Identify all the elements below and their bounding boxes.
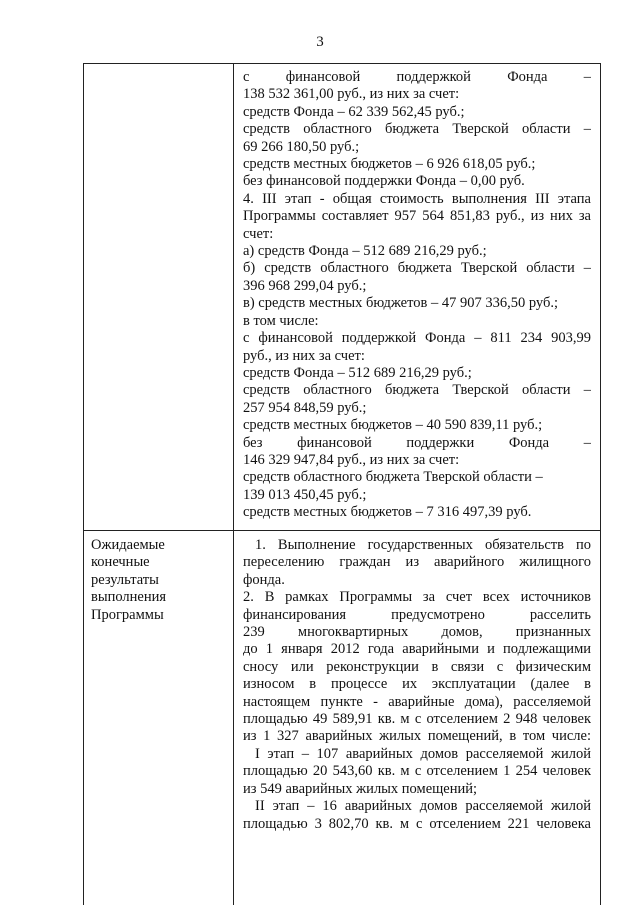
text-line: 4. III этап - общая стоимость выполнения III этапа <box>243 190 591 207</box>
text-line: средств областного бюджета Тверской области – <box>243 382 591 399</box>
text-line: переселению граждан из аварийного жилищного <box>243 554 591 571</box>
text-line: в том числе: <box>243 312 319 329</box>
table-border-right <box>600 63 601 905</box>
text-line: в) средств местных бюджетов – 47 907 336,50 руб.; <box>243 295 558 312</box>
text-line: средств Фонда – 62 339 562,45 руб.; <box>243 103 465 120</box>
text-line: 146 329 947,84 руб., из них за счет: <box>243 451 460 468</box>
text-line: 239 многоквартирных домов, признанных <box>243 624 591 641</box>
text-line: Программы составляет 957 564 851,83 руб., из них за <box>243 208 591 225</box>
table-row-divider <box>83 530 601 531</box>
label-line: выполнения <box>91 589 167 606</box>
text-line: счет: <box>243 225 274 242</box>
text-line: из 549 аварийных жилых помещений; <box>243 780 478 797</box>
text-line: руб., из них за счет: <box>243 347 365 364</box>
text-line: площадью 20 543,60 кв. м с отселением 1 254 человек <box>243 763 591 780</box>
text-line: средств местных бюджетов – 7 316 497,39 руб. <box>243 504 532 521</box>
text-line: средств местных бюджетов – 40 590 839,11 руб.; <box>243 417 543 434</box>
text-line: б) средств областного бюджета Тверской области – <box>243 260 591 277</box>
label-line: результаты <box>91 571 159 588</box>
text-line: износом в процессе их эксплуатации (далее в <box>243 676 591 693</box>
text-line: 257 954 848,59 руб.; <box>243 399 367 416</box>
text-line: настоящем пункте - аварийные дома), расселяемой <box>243 693 591 710</box>
expected-results-label-cell <box>91 537 227 624</box>
text-line: средств областного бюджета Тверской области – <box>243 121 591 138</box>
text-line: 2. В рамках Программы за счет всех источников <box>243 589 591 606</box>
financing-text-cell <box>243 69 591 522</box>
text-line: средств областного бюджета Тверской области – <box>243 469 543 486</box>
table-border-left <box>83 63 84 905</box>
text-line: 138 532 361,00 руб., из них за счет: <box>243 86 460 103</box>
text-line: площадью 3 802,70 кв. м с отселением 221 человека <box>243 815 591 832</box>
text-line: без финансовой поддержки Фонда – <box>243 434 591 451</box>
text-line: финансирования предусмотрено расселить <box>243 606 591 623</box>
text-line: I этап – 107 аварийных домов расселяемой жилой <box>255 745 591 762</box>
text-line: с финансовой поддержкой Фонда – 811 234 903,99 <box>243 330 591 347</box>
text-line: до 1 января 2012 года аварийными и подлежащими <box>243 641 591 658</box>
text-line: сносу или реконструкции в связи с физическим <box>243 658 591 675</box>
label-line: Ожидаемые <box>91 537 165 553</box>
text-line: фонда. <box>243 571 285 588</box>
text-line: с финансовой поддержкой Фонда – <box>243 69 591 85</box>
text-line: площадью 49 589,91 кв. м с отселением 2 948 человек <box>243 711 591 728</box>
program-table <box>83 63 601 905</box>
text-line: а) средств Фонда – 512 689 216,29 руб.; <box>243 243 487 260</box>
text-line: средств Фонда – 512 689 216,29 руб.; <box>243 364 472 381</box>
page-number: 3 <box>316 34 324 50</box>
text-line: средств местных бюджетов – 6 926 618,05 руб.; <box>243 156 536 173</box>
text-line: 1. Выполнение государственных обязательств по <box>255 537 591 553</box>
label-line: конечные <box>91 554 150 571</box>
text-line: без финансовой поддержки Фонда – 0,00 руб. <box>243 173 525 190</box>
expected-results-text-cell <box>243 537 591 833</box>
table-border-top <box>83 63 601 64</box>
text-line: 69 266 180,50 руб.; <box>243 138 360 155</box>
text-line: из 1 327 аварийных жилых помещений, в том числе: <box>243 728 591 745</box>
text-line: II этап – 16 аварийных домов расселяемой жилой <box>255 798 591 815</box>
text-line: 396 968 299,04 руб.; <box>243 277 367 294</box>
text-line: 139 013 450,45 руб.; <box>243 486 367 503</box>
label-line: Программы <box>91 606 164 623</box>
table-column-divider <box>233 63 234 905</box>
